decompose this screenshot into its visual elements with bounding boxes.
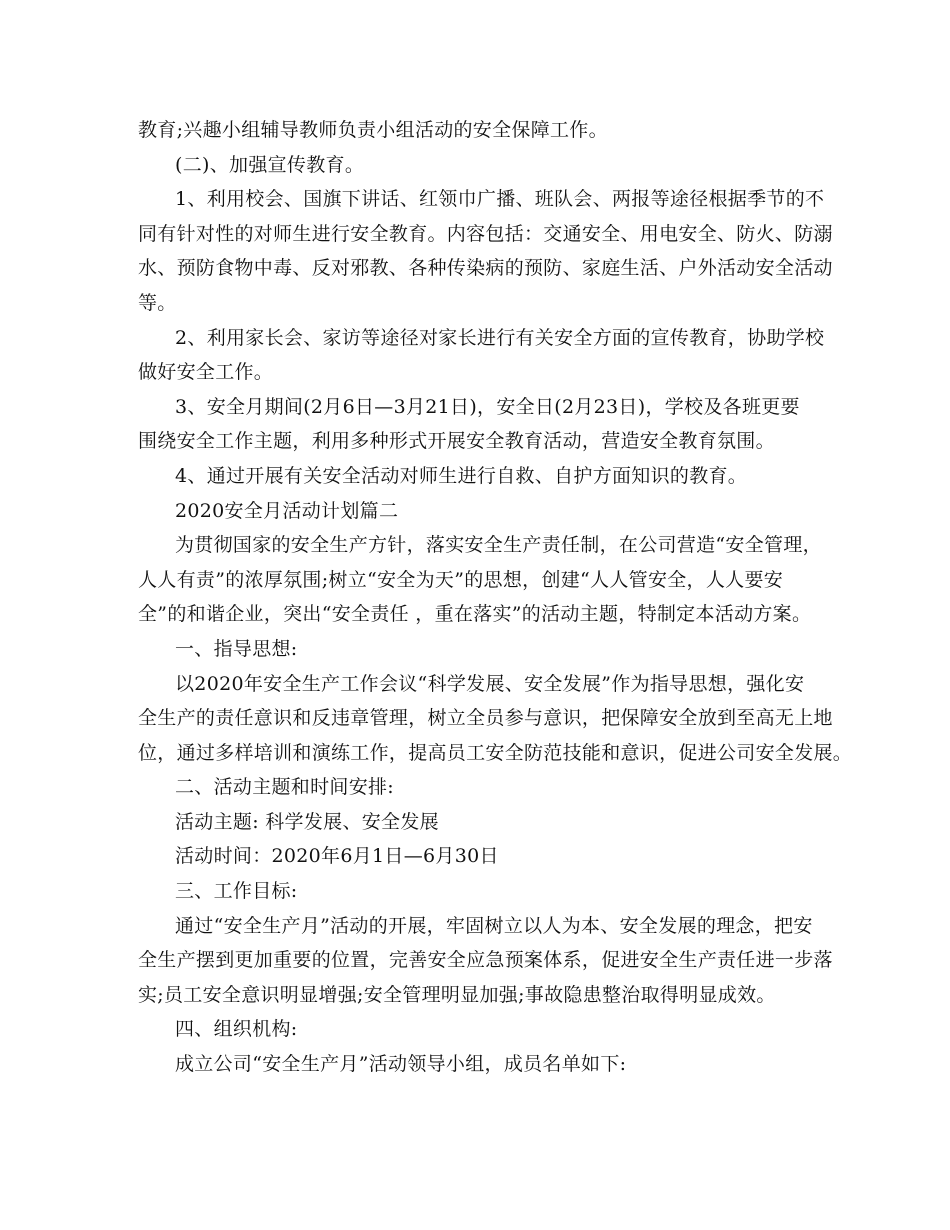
- section-heading: (二)、加强宣传教育。: [175, 153, 365, 176]
- section-heading: 二、活动主题和时间安排:: [175, 776, 395, 799]
- text-line: 全生产摆到更加重要的位置，完善安全应急预案体系，促进安全生产责任进一步落: [138, 949, 833, 972]
- text-line: 等。: [138, 291, 177, 314]
- text-line: 全”的和谐企业，突出“安全责任 ，重在落实”的活动主题，特制定本活动方案。: [138, 603, 812, 626]
- text-line: 人人有责”的浓厚氛围;树立“安全为天”的思想，创建“人人管安全，人人要安: [138, 568, 784, 591]
- text-line: 2、利用家长会、家访等途径对家长进行有关安全方面的宣传教育，协助学校: [175, 326, 825, 349]
- text-line: 以2020年安全生产工作会议“科学发展、安全发展”作为指导思想，强化安: [175, 672, 805, 695]
- text-line: 活动主题: 科学发展、安全发展: [175, 810, 439, 833]
- text-line: 围绕安全工作主题，利用多种形式开展安全教育活动，营造安全教育氛围。: [138, 430, 775, 453]
- text-line: 同有针对性的对师生进行安全教育。内容包括：交通安全、用电安全、防火、防溺: [138, 222, 833, 245]
- text-line: 4、通过开展有关安全活动对师生进行自救、自护方面知识的教育。: [175, 464, 748, 487]
- text-line: 实;员工安全意识明显增强;安全管理明显加强;事故隐患整治取得明显成效。: [138, 983, 776, 1006]
- text-line: 3、安全月期间(2月6日—3月21日)，安全日(2月23日)，学校及各班更要: [175, 395, 800, 418]
- text-line: 教育;兴趣小组辅导教师负责小组活动的安全保障工作。: [138, 119, 608, 141]
- text-line: 为贯彻国家的安全生产方针，落实安全生产责任制，在公司营造“安全管理，: [175, 534, 822, 557]
- document-body: [138, 113, 853, 1082]
- text-line: 成立公司“安全生产月”活动领导小组，成员名单如下:: [175, 1053, 627, 1076]
- text-line: 位，通过多样培训和演练工作，提高员工安全防范技能和意识，促进公司安全发展。: [138, 741, 853, 764]
- article-title: 2020安全月活动计划篇二: [175, 499, 399, 522]
- text-line: 做好安全工作。: [138, 361, 274, 384]
- text-line: 水、预防食物中毒、反对邪教、各种传染病的预防、家庭生活、户外活动安全活动: [138, 257, 833, 280]
- text-line: 全生产的责任意识和反违章管理，树立全员参与意识，把保障安全放到至高无上地: [138, 707, 833, 730]
- section-heading: 一、指导思想:: [175, 637, 298, 660]
- text-line: 活动时间：2020年6月1日—6月30日: [175, 845, 499, 868]
- section-heading: 四、组织机构:: [175, 1018, 298, 1041]
- section-heading: 三、工作目标:: [175, 880, 298, 903]
- text-line: 通过“安全生产月”活动的开展，牢固树立以人为本、安全发展的理念，把安: [175, 914, 813, 937]
- text-line: 1、利用校会、国旗下讲话、红领巾广播、班队会、两报等途径根据季节的不: [175, 188, 825, 211]
